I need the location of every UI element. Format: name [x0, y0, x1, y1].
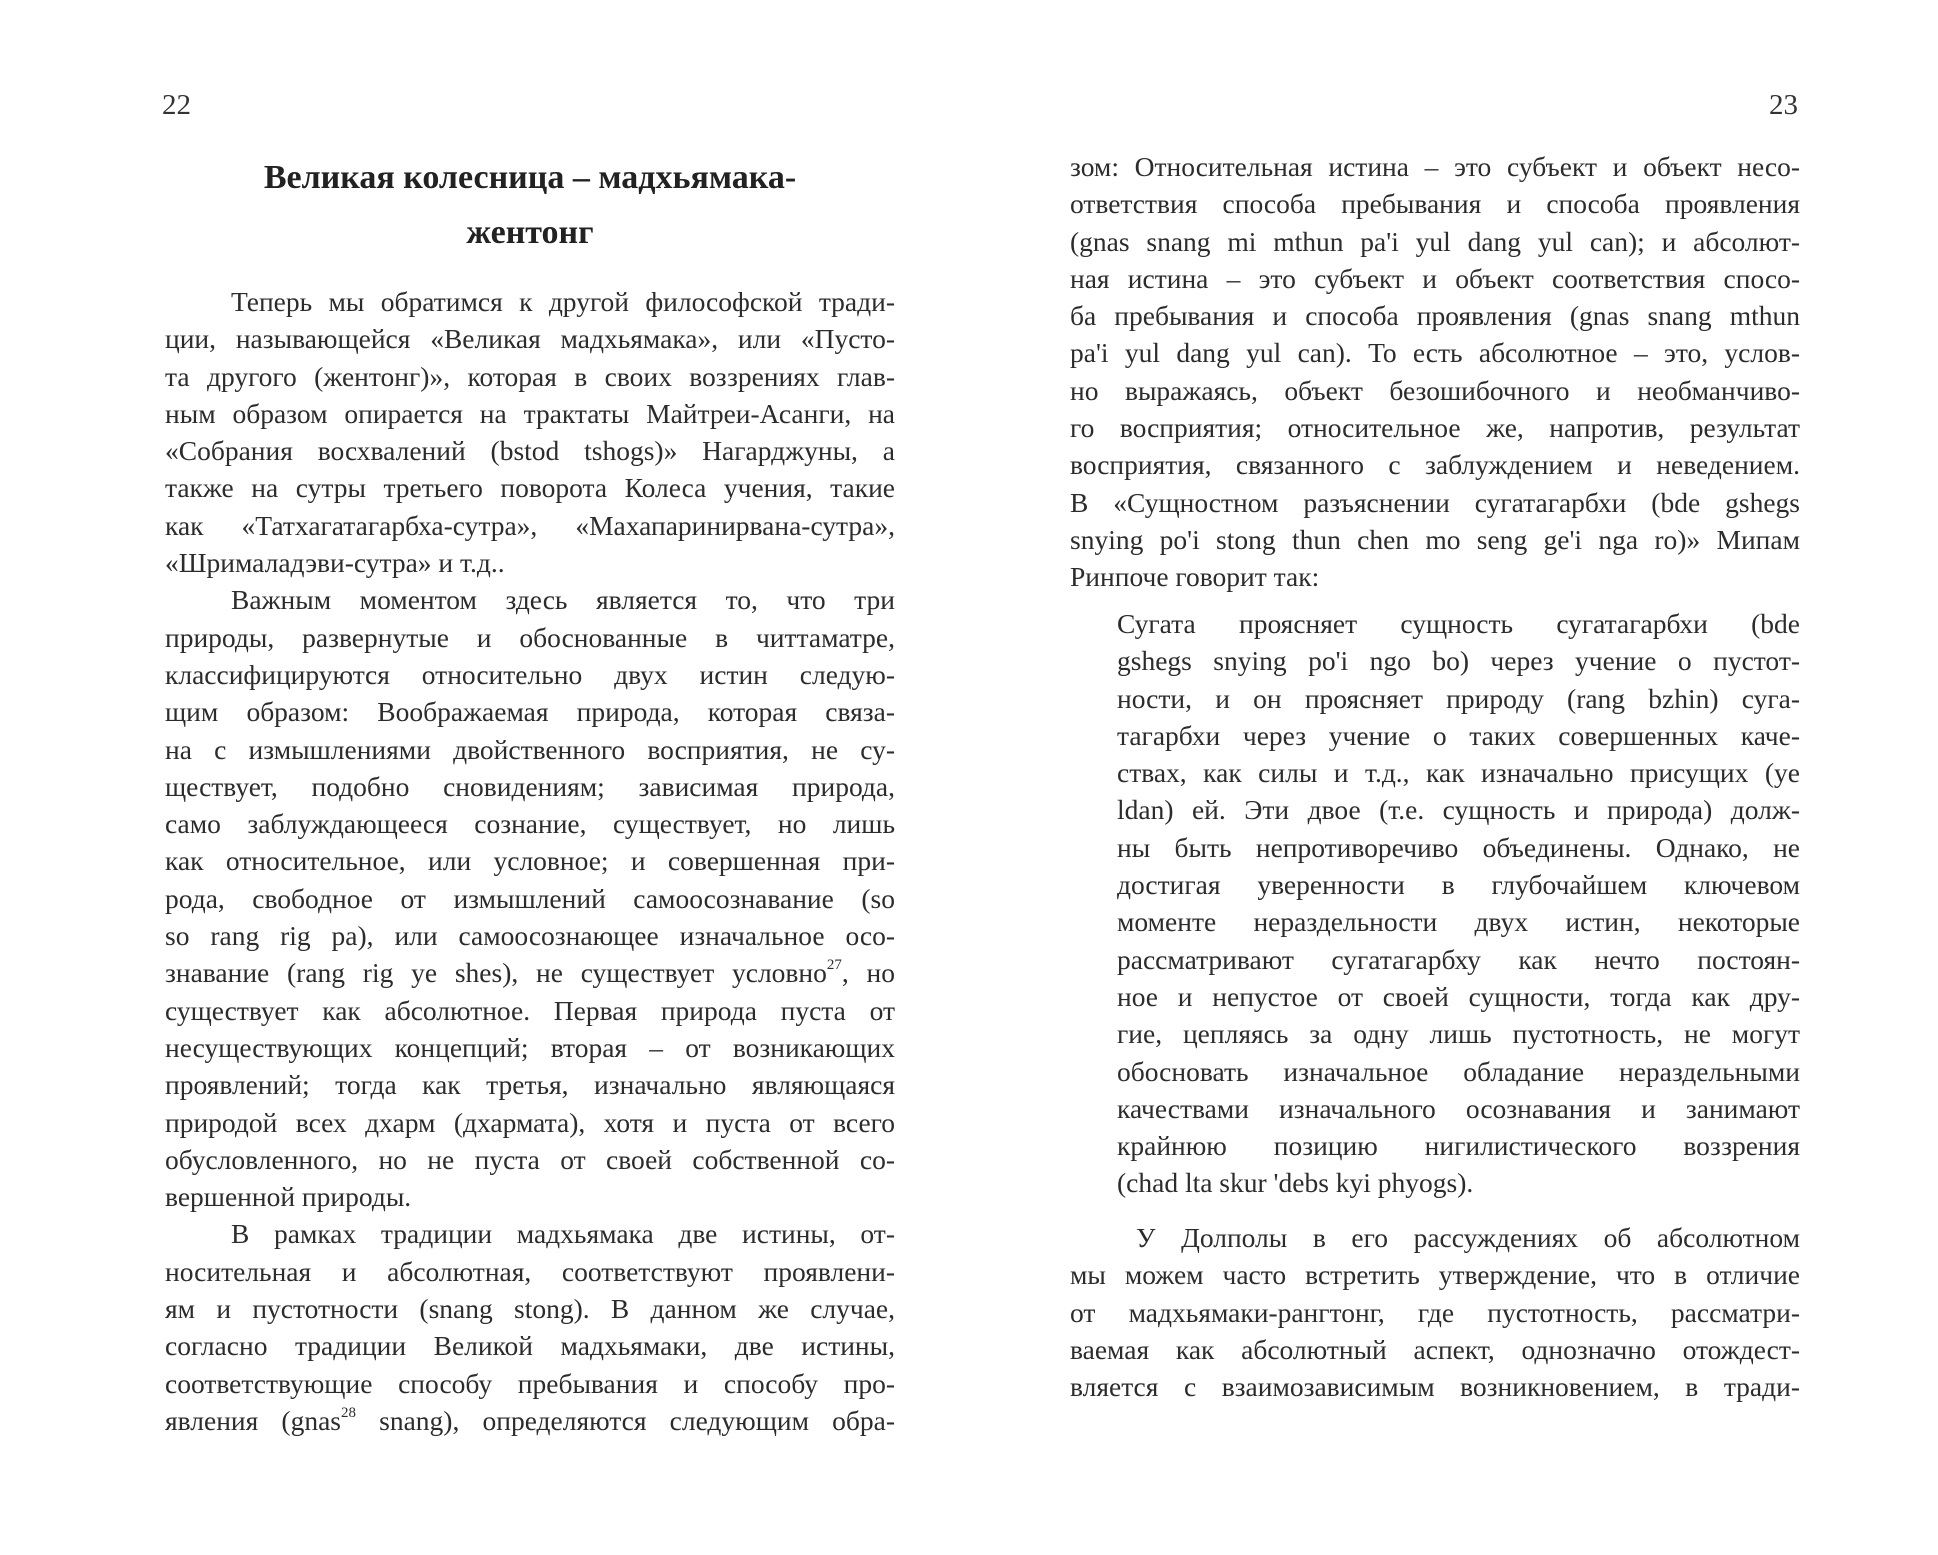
text-line: крайнюю позицию нигилистического воззрения: [1117, 1130, 1800, 1162]
text-line: ваемая как абсолютный аспект, однозначно отождест-: [1070, 1333, 1800, 1365]
text-run: snang), определяются следующим обра-: [356, 1404, 895, 1436]
text-line: ответствия способа пребывания и способа проявления: [1070, 188, 1800, 220]
text-line: существует как абсолютное. Первая природа пуста от: [165, 994, 895, 1026]
text-line: обосновать изначальное обладание нераздельными: [1117, 1055, 1800, 1087]
text-line: вляется с взаимозависимым возникновением, в тради-: [1070, 1371, 1800, 1403]
text-run: явления (gnas: [165, 1404, 341, 1436]
text-line: от мадхьямаки-рангтонг, где пустотность, рассматри-: [1070, 1296, 1800, 1328]
text-line: ям и пустотности (snang stong). В данном же случае,: [165, 1293, 895, 1325]
footnote-marker[interactable]: 28: [341, 1404, 356, 1421]
text-line: рода, свободное от измышлений самоосознавание (so: [165, 882, 895, 914]
block-quote: [1117, 605, 1800, 1202]
text-line: на с измышлениями двойственного восприятия, не су-: [165, 733, 895, 765]
text-line: Ринпоче говорит так:: [1070, 561, 1320, 593]
text-line: ности, и он проясняет природу (rang bzhin) суга-: [1117, 682, 1800, 714]
text-line: ldan) ей. Эти двое (т.е. сущность и природа) долж-: [1117, 794, 1800, 826]
text-line: носительная и абсолютная, соответствуют проявлени-: [165, 1255, 895, 1287]
text-line: У Долполы в его рассуждениях об абсолютном: [1136, 1222, 1800, 1253]
page-number-left: 22: [162, 89, 191, 121]
text-line: обусловленного, но не пуста от своей собственной со-: [165, 1143, 895, 1175]
text-line: соответствующие способу пребывания и способу про-: [165, 1367, 895, 1399]
text-line: классифицируются относительно двух истин следую-: [165, 658, 895, 690]
text-line: pa'i yul dang yul can). То есть абсолютное – это, услов-: [1070, 337, 1800, 369]
text-line: мы можем часто встретить утверждение, что в отличие: [1070, 1259, 1800, 1291]
heading-line: жентонг: [466, 214, 594, 251]
text-line: [165, 954, 895, 991]
text-line: также на сутры третьего поворота Колеса учения, такие: [165, 472, 895, 504]
text-line: (chad lta skur 'debs kyi phyogs).: [1117, 1167, 1474, 1199]
text-line: моменте нераздельности двух истин, некоторые: [1117, 906, 1800, 938]
text-line: го восприятия; относительное же, напротив, результат: [1070, 412, 1800, 444]
text-run: знавание (rang rig ye shes), не существует условно: [165, 957, 827, 989]
page-number-right: 23: [1769, 89, 1798, 121]
text-line: тагарбхи через учение о таких совершенных каче-: [1117, 719, 1800, 751]
text-line: ции, называющейся «Великая мадхьямака», или «Пусто-: [165, 323, 895, 355]
text-line: щим образом: Воображаемая природа, которая связа-: [165, 696, 895, 728]
text-line: (gnas snang mi mthun pa'i yul dang yul can); и абсолют-: [1070, 225, 1800, 257]
text-line: «Шрималадэви-сутра» и т.д..: [165, 547, 505, 579]
text-line: вершенной природы.: [165, 1181, 412, 1213]
text-line: snying po'i stong thun chen mo seng ge'i nga ro)» Мипам: [1070, 523, 1800, 555]
text-line: gshegs snying po'i ngo bo) через учение о пустот-: [1117, 645, 1800, 677]
text-line: «Собрания восхвалений (bstod tshogs)» Нагарджуны, а: [165, 435, 895, 467]
text-line: природой всех дхарм (дхармата), хотя и пуста от всего: [165, 1106, 895, 1138]
text-line: ная истина – это субъект и объект соответствия спосо-: [1070, 262, 1800, 294]
text-line: качествами изначального осознавания и занимают: [1117, 1092, 1800, 1124]
text-line: несуществующих концепций; вторая – от возникающих: [165, 1031, 895, 1063]
text-line: та другого (жентонг)», которая в своих воззрениях глав-: [165, 360, 895, 392]
text-line: В рамках традиции мадхьямака две истины, от-: [231, 1218, 895, 1250]
text-line: само заблуждающееся сознание, существует, но лишь: [165, 808, 895, 840]
text-line: ствах, как силы и т.д., как изначально присущих (ye: [1117, 757, 1800, 789]
text-line: ба пребывания и способа проявления (gnas snang mthun: [1070, 300, 1800, 332]
text-line: Важным моментом здесь является то, что три: [231, 584, 895, 616]
text-line: восприятия, связанного с заблуждением и неведением.: [1070, 449, 1800, 481]
text-line: ны быть непротиворечиво объединены. Однако, не: [1117, 831, 1800, 863]
right-body-text-continued: [1070, 1219, 1800, 1405]
left-body-text: [165, 283, 895, 1439]
text-line: рассматривают сугатагарбху как нечто постоян-: [1117, 943, 1800, 975]
text-line: ное и непустое от своей сущности, тогда как дру-: [1117, 980, 1800, 1012]
text-line: so rang rig pa), или самоосознающее изначальное осо-: [165, 920, 895, 952]
text-line: [165, 1402, 895, 1439]
text-line: природы, развернутые и обоснованные в читтаматре,: [165, 621, 895, 653]
text-run: , но: [841, 957, 895, 989]
footnote-marker[interactable]: 27: [826, 957, 842, 974]
text-line: согласно традиции Великой мадхьямаки, две истины,: [165, 1330, 895, 1362]
text-line: гие, цепляясь за одну лишь пустотность, не могут: [1117, 1018, 1800, 1050]
text-line: как относительное, или условное; и совершенная при-: [165, 845, 895, 877]
text-line: Теперь мы обратимся к другой философской тради-: [231, 286, 895, 317]
text-line: достигая уверенности в глубочайшем ключевом: [1117, 869, 1800, 901]
right-body-text: [1070, 148, 1800, 596]
heading-line: Великая колесница – мадхьямака-: [263, 159, 797, 196]
text-line: ществует, подобно сновидениям; зависимая природа,: [165, 770, 895, 802]
text-line: зом: Относительная истина – это субъект и объект несо-: [1070, 151, 1800, 182]
text-line: но выражаясь, объект безошибочного и необманчиво-: [1070, 374, 1800, 406]
text-line: проявлений; тогда как третья, изначально являющаяся: [165, 1069, 895, 1101]
text-line: В «Сущностном разъяснении сугатагарбхи (bde gshegs: [1070, 486, 1800, 518]
text-line: как «Татхагатагарбха-сутра», «Махапаринирвана-сутра»,: [165, 509, 895, 541]
text-line: ным образом опирается на трактаты Майтреи-Асанги, на: [165, 397, 895, 429]
text-line: Сугата проясняет сущность сугатагарбхи (bde: [1117, 608, 1800, 639]
chapter-heading: [165, 150, 895, 260]
